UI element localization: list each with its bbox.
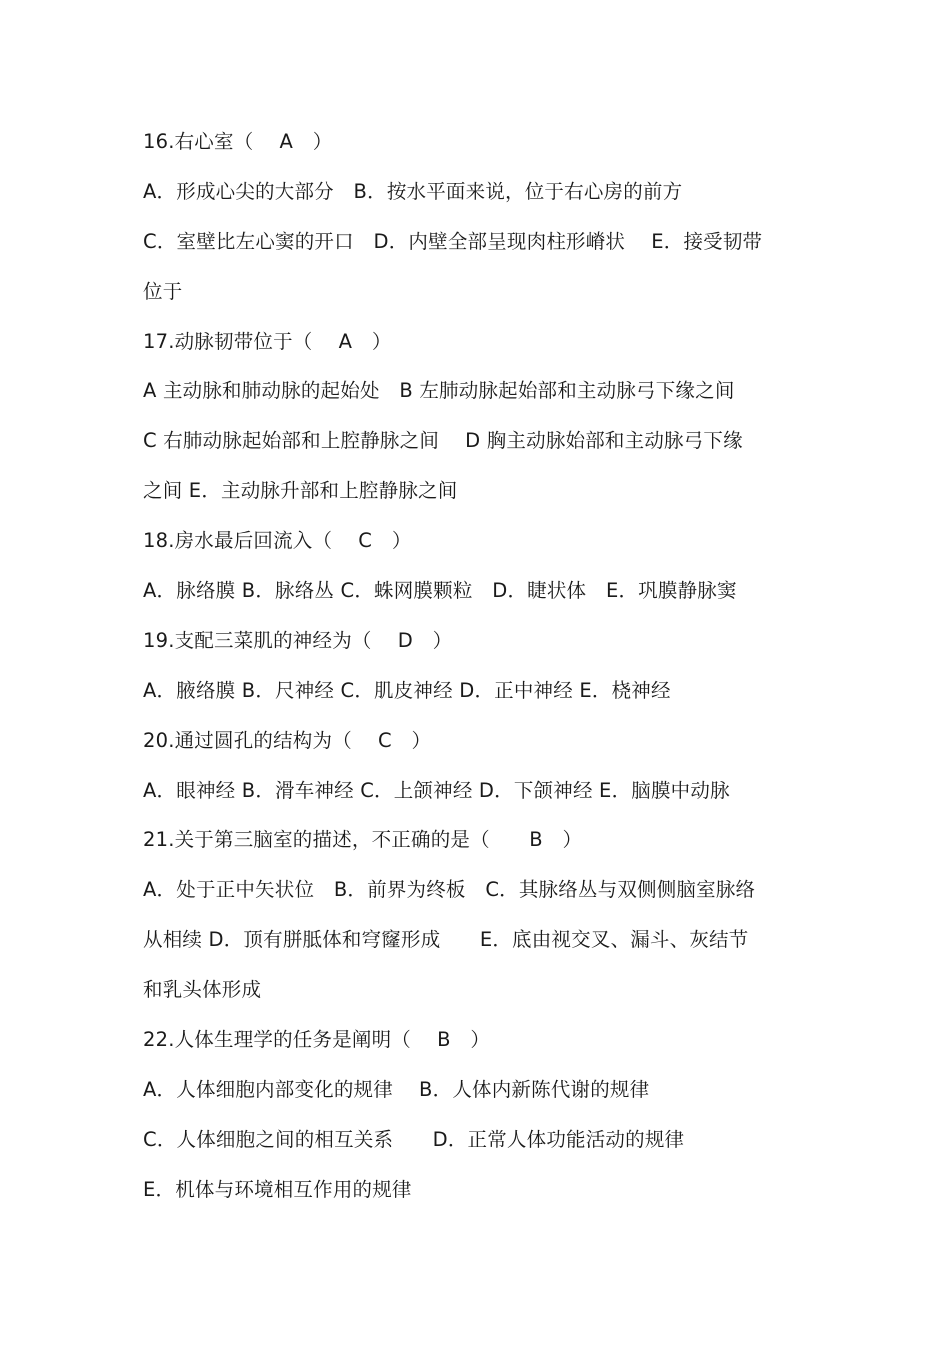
question-18-stem: 18.房水最后回流入（ C ） <box>143 529 412 553</box>
question-21-options-line-2: 从相续 D．顶有胼胝体和穹窿形成 E．底由视交叉、漏斗、灰结节 <box>143 928 749 952</box>
question-20-options: A．眼神经 B．滑车神经 C．上颌神经 D．下颌神经 E．脑膜中动脉 <box>143 778 730 802</box>
question-17-options-line-2: C 右肺动脉起始部和上腔静脉之间 D 胸主动脉始部和主动脉弓下缘 <box>143 429 743 453</box>
question-21-stem: 21.关于第三脑室的描述，不正确的是（ B ） <box>143 828 583 852</box>
question-16-options-line-1: A．形成心尖的大部分 B．按水平面来说，位于右心房的前方 <box>143 179 683 203</box>
question-22-options-line-3: E．机体与环境相互作用的规律 <box>143 1177 412 1201</box>
question-20-stem: 20.通过圆孔的结构为（ C ） <box>143 728 432 752</box>
question-18-options: A．脉络膜 B．脉络丛 C．蛛网膜颗粒 D．睫状体 E．巩膜静脉窦 <box>143 579 737 603</box>
question-17-options-line-3: 之间 E．主动脉升部和上腔静脉之间 <box>143 479 458 503</box>
question-16-stem: 16.右心室（ A ） <box>143 130 333 153</box>
question-21-options-line-1: A．处于正中矢状位 B．前界为终板 C．其脉络丛与双侧侧脑室脉络 <box>143 878 756 902</box>
question-17-stem: 17.动脉韧带位于（ A ） <box>143 329 392 353</box>
question-19-options: A．腋络膜 B．尺神经 C．肌皮神经 D．正中神经 E．桡神经 <box>143 678 671 702</box>
question-16-options-line-3: 位于 <box>143 279 183 303</box>
question-17-options-line-1: A 主动脉和肺动脉的起始处 B 左肺动脉起始部和主动脉弓下缘之间 <box>143 379 735 403</box>
question-21-options-line-3: 和乳头体形成 <box>143 978 262 1002</box>
question-text-block <box>143 122 823 1220</box>
question-22-options-line-2: C．人体细胞之间的相互关系 D．正常人体功能活动的规律 <box>143 1127 685 1151</box>
question-19-stem: 19.支配三菜肌的神经为（ D ） <box>143 628 453 652</box>
question-22-options-line-1: A．人体细胞内部变化的规律 B．人体内新陈代谢的规律 <box>143 1077 650 1101</box>
question-16-options-line-2: C．室壁比左心窦的开口 D．内壁全部呈现肉柱形嵴状 E．接受韧带 <box>143 229 763 253</box>
question-22-stem: 22.人体生理学的任务是阐明（ B ） <box>143 1028 491 1052</box>
